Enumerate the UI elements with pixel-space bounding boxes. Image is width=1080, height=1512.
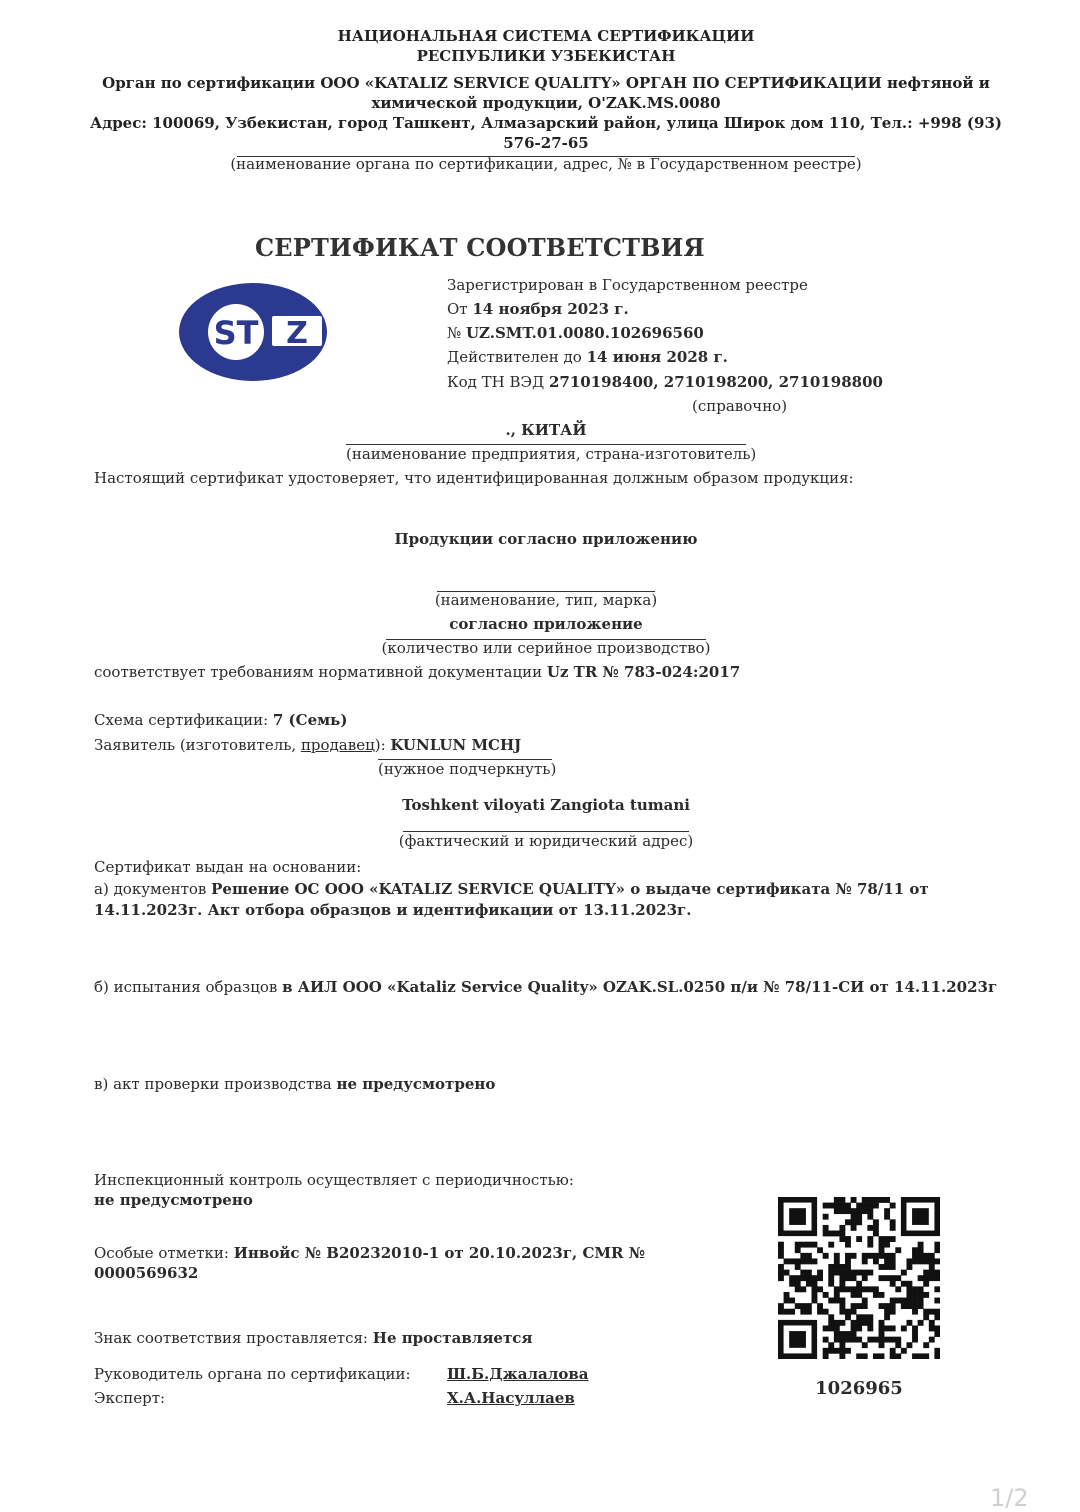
applicant-address: Toshkent viloyati Zangiota tumani [402,796,690,814]
header-line-1: НАЦИОНАЛЬНАЯ СИСТЕМА СЕРТИФИКАЦИИ [337,27,755,45]
expert-name: Х.А.Насуллаев [447,1389,575,1407]
code-note: (справочно) [692,397,788,415]
address-caption: (фактический и юридический адрес) [398,832,694,850]
basis-c-line: в) акт проверки производства не предусмотрено [94,1075,496,1093]
basis-b-line: б) испытания образцов в АИЛ ООО «Kataliz Service Quality» OZAK.SL.0250 п/и № 78/11-СИ от 14.11.2023г [94,978,998,996]
tn-ved-code: Код ТН ВЭД 2710198400, 2710198200, 2710198800 [447,373,883,391]
org-line-2: химической продукции, O'ZAK.MS.0080 [371,94,721,112]
conformity-mark: Знак соответствия проставляется: Не проставляется [94,1329,533,1347]
org-line-1: Орган по сертификации ООО «KATALIZ SERVICE QUALITY» ОРГАН ПО СЕРТИФИКАЦИИ нефтяной и [102,74,990,92]
inspection-value: не предусмотрено [94,1191,253,1209]
quantity-caption: (количество или серийное производство) [381,639,711,657]
basis-title: Сертификат выдан на основании: [94,858,362,876]
certificate-title: СЕРТИФИКАТ СООТВЕТСТВИЯ [255,233,705,262]
head-label: Руководитель органа по сертификации: [94,1365,411,1383]
registry-date: От 14 ноября 2023 г. [447,300,629,318]
expert-label: Эксперт: [94,1389,166,1407]
head-name: Ш.Б.Джалалова [447,1365,589,1383]
product-quantity: согласно приложение [449,615,643,633]
intro-text: Настоящий сертификат удостоверяет, что идентифицированная должным образом продукция: [94,469,854,487]
registry-number: № UZ.SMT.01.0080.102696560 [447,324,704,342]
header-caption: (наименование органа по сертификации, адрес, № в Государственном реестре) [230,155,862,173]
product-caption: (наименование, тип, марка) [434,591,658,609]
certification-scheme: Схема сертификации: 7 (Семь) [94,711,348,729]
inspection-label: Инспекционный контроль осуществляет с периодичностью: [94,1171,574,1189]
stz-logo [176,280,332,386]
qr-code [778,1197,940,1359]
product-name: Продукции согласно приложению [394,530,698,548]
applicant-caption: (нужное подчеркнуть) [378,760,557,778]
logo-text-z: Z [286,316,308,351]
basis-a-line-2: 14.11.2023г. Акт отбора образцов и идентификации от 13.11.2023г. [94,901,692,919]
basis-a-line-1: а) документов Решение ОС ООО «KATALIZ SERVICE QUALITY» о выдаче сертификата № 78/11 от [94,880,929,898]
qr-number: 1026965 [815,1378,903,1399]
header-line-2: РЕСПУБЛИКИ УЗБЕКИСТАН [416,47,676,65]
applicant-line: Заявитель (изготовитель, продавец): KUNLUN MCHJ [94,736,522,754]
page-indicator: 1/2 [990,1484,1029,1512]
manufacturer-caption: (наименование предприятия, страна-изготовитель) [346,445,757,463]
logo-text-st: ST [213,314,259,352]
special-notes-line-1: Особые отметки: Инвойс № B20232010-1 от 20.10.2023г, CMR № [94,1244,645,1262]
address-line-1: Адрес: 100069, Узбекистан, город Ташкент, Алмазарский район, улица Широк дом 110, Тел.: +998 (93) [89,114,1003,132]
valid-until: Действителен до 14 июня 2028 г. [447,348,728,366]
special-notes-line-2: 0000569632 [94,1264,199,1282]
conformity-line: соответствует требованиям нормативной документации Uz TR № 783-024:2017 [94,663,741,681]
registry-line: Зарегистрирован в Государственном реестре [447,276,808,294]
manufacturer-value: ., КИТАЙ [505,421,587,439]
address-line-2: 576-27-65 [503,134,589,152]
